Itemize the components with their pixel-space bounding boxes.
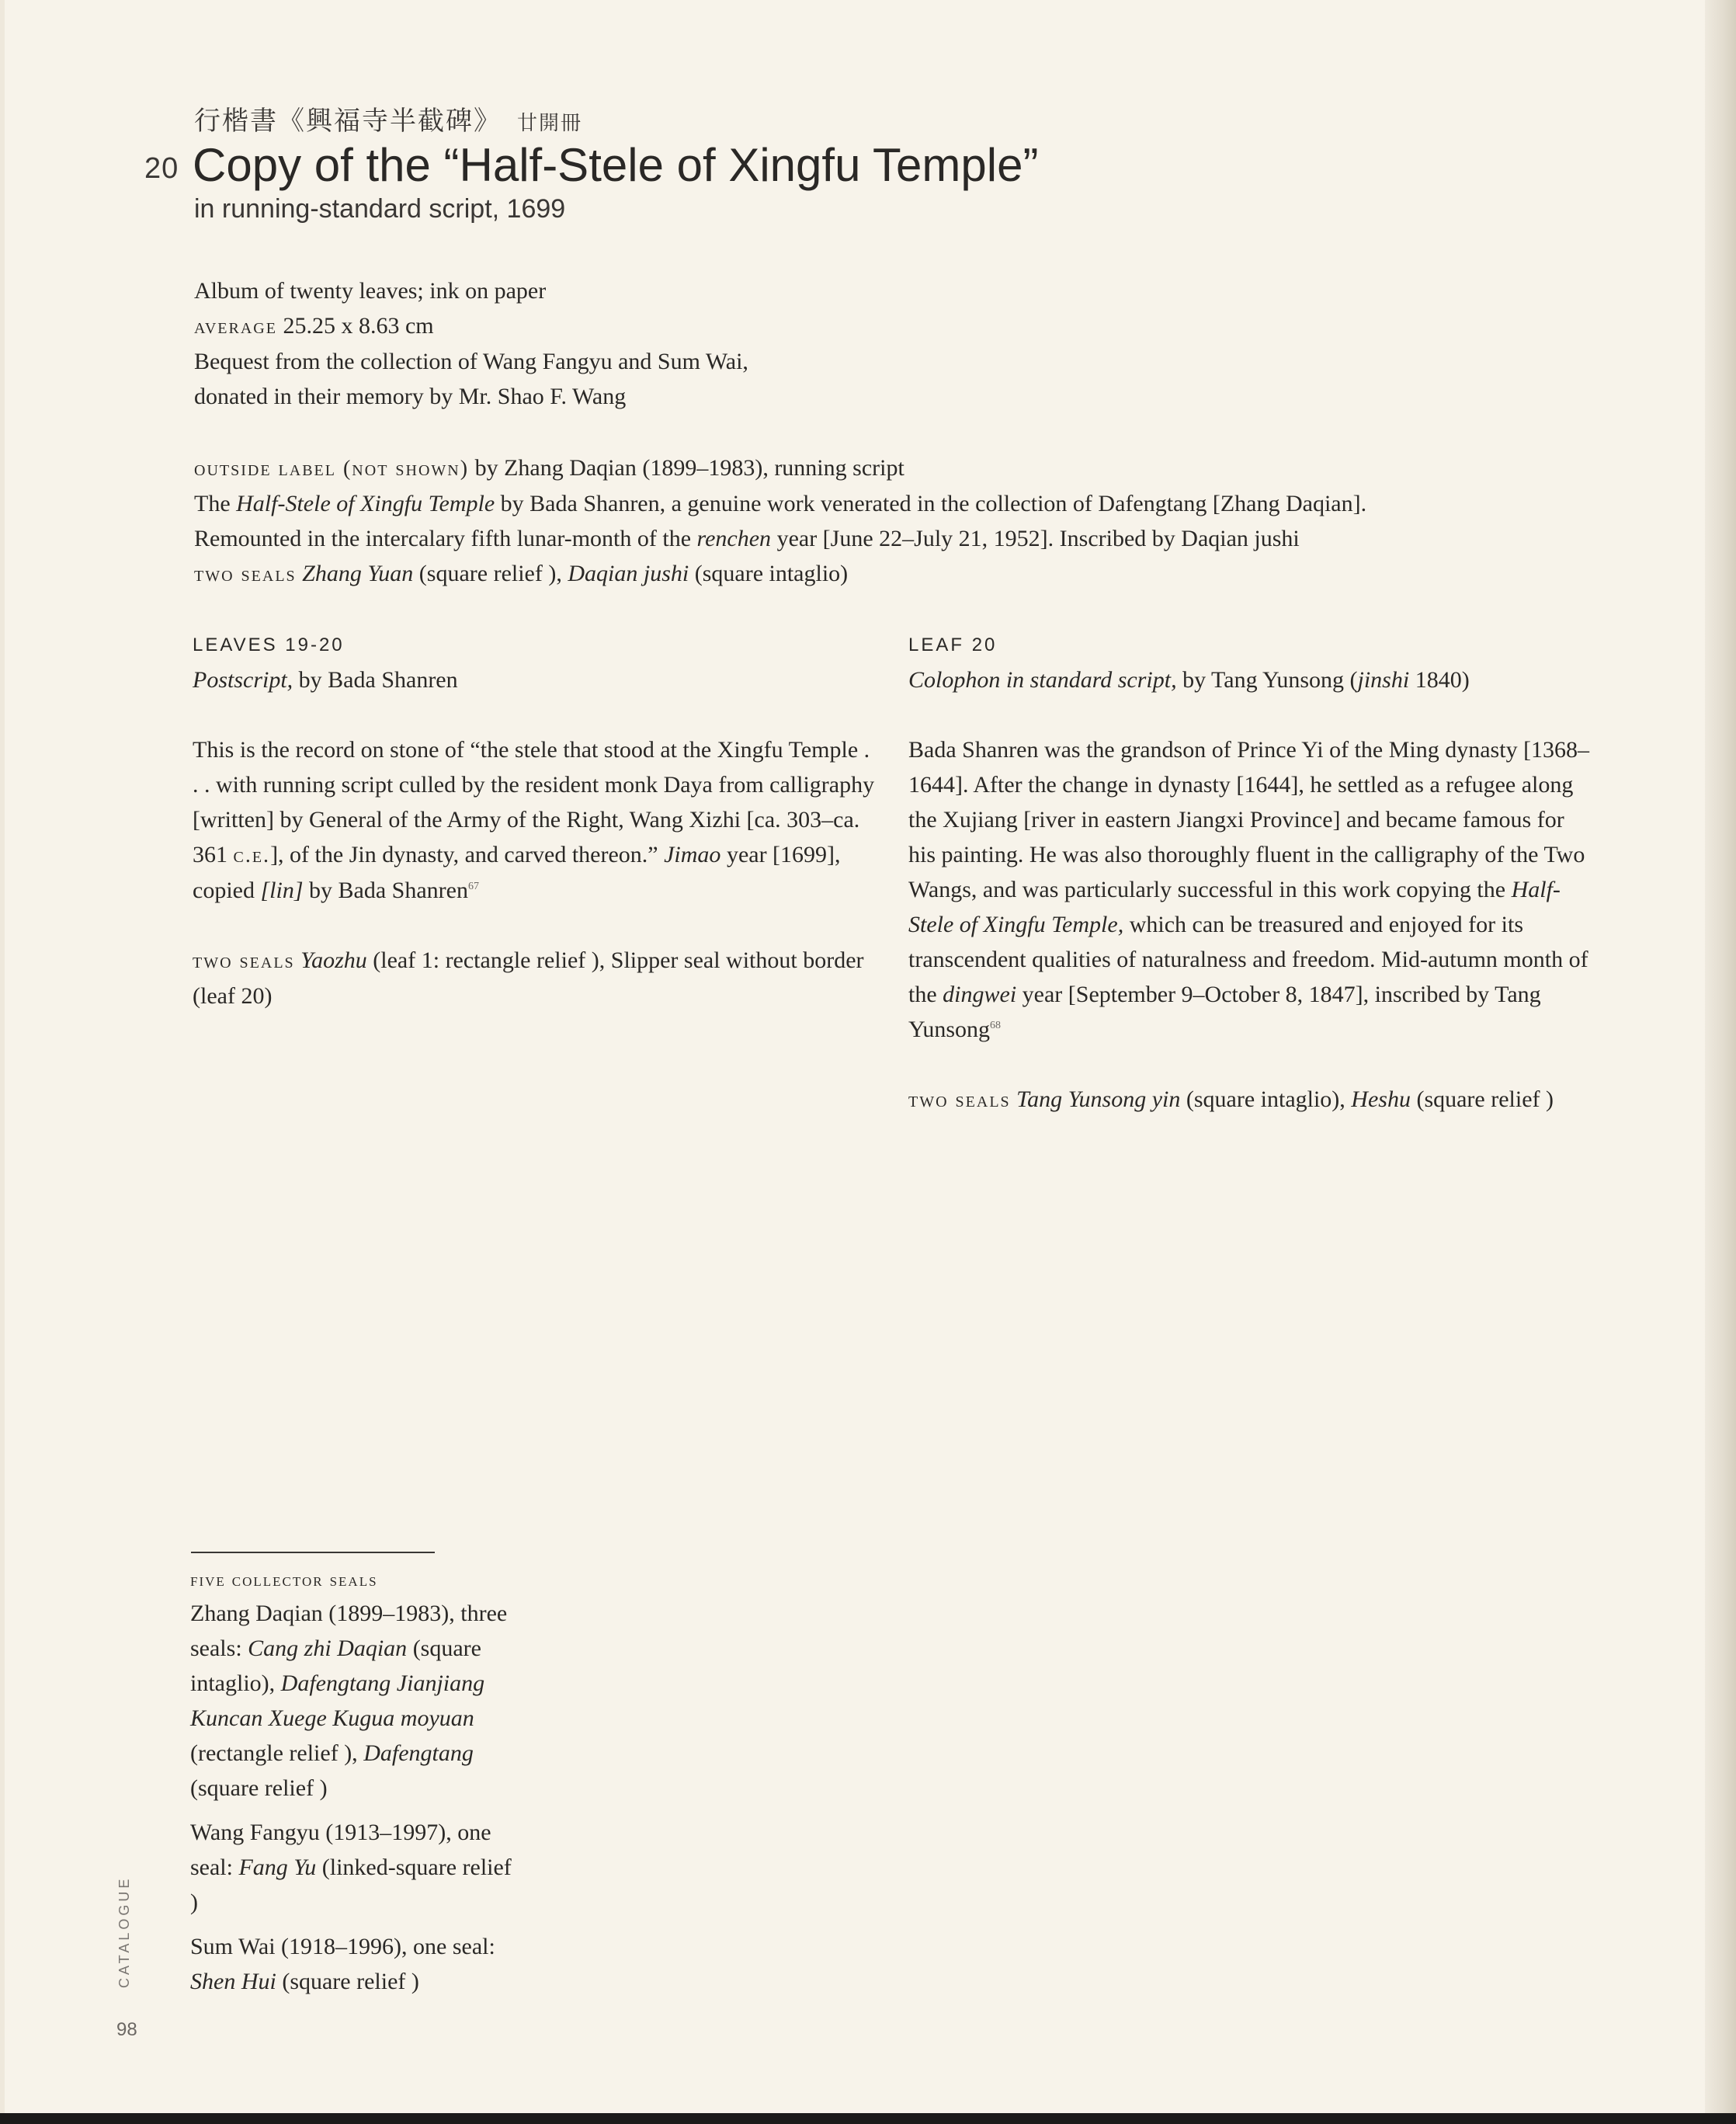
collector-item xyxy=(190,1929,516,1999)
seal-type: (square relief ), xyxy=(413,561,568,586)
left-column xyxy=(193,627,876,1013)
page-title: Copy of the “Half-Stele of Xingfu Temple” xyxy=(193,139,1039,191)
spacer xyxy=(908,697,1592,732)
collector-seals-heading: five collector seals xyxy=(190,1570,378,1590)
seal-name: Cang zhi Daqian xyxy=(248,1636,408,1661)
seals-label: two seals xyxy=(193,949,295,973)
seals-label: two seals xyxy=(194,562,297,586)
spacer xyxy=(908,1047,1592,1082)
seal-type: (square intaglio), xyxy=(1180,1086,1352,1112)
bottom-edge-bar xyxy=(0,2113,1736,2124)
right-seals xyxy=(908,1082,1592,1118)
credit-line-1: Bequest from the collection of Wang Fangyu and Sum Wai, xyxy=(194,349,748,374)
term: jinshi xyxy=(1357,667,1410,693)
left-column-heading: LEAVES 19-20 xyxy=(193,634,345,655)
seal-type: (leaf 1: rectangle relief ), Slipper seal without border (leaf 20) xyxy=(193,947,864,1009)
footnote-ref: 68 xyxy=(990,1020,1002,1031)
spacer xyxy=(193,908,876,943)
dimensions xyxy=(194,308,1514,344)
term: renchen xyxy=(696,526,772,551)
object-metadata xyxy=(194,273,1514,414)
text-span: year [June 22–July 21, 1952]. Inscribed by Daqian jushi xyxy=(771,526,1300,551)
seal-name: Shen Hui xyxy=(190,1969,276,1994)
outside-label-heading: outside label (not shown) xyxy=(194,457,470,481)
text-span: (square intaglio), xyxy=(190,1636,481,1696)
page-number: 98 xyxy=(116,2019,137,2040)
spacer xyxy=(193,697,876,732)
credit-line-2: donated in their memory by Mr. Shao F. Wang xyxy=(194,384,627,409)
term: dingwei xyxy=(943,982,1017,1007)
dimensions-value: 25.25 x 8.63 cm xyxy=(283,313,434,339)
seal-type: (square intaglio) xyxy=(689,561,849,586)
section-label: CATALOGUE xyxy=(116,1875,132,1988)
seals-label: two seals xyxy=(908,1088,1011,1112)
text-span: (linked-square relief ) xyxy=(190,1855,512,1915)
text-span: Zhang Daqian (1899–1983), three seals: xyxy=(190,1601,508,1661)
entry-number: 20 xyxy=(144,152,179,185)
text-span: (rectangle relief ), xyxy=(190,1740,364,1766)
text-span: (square relief ) xyxy=(190,1775,328,1801)
collector-seals-divider xyxy=(191,1552,435,1553)
chinese-format: 廿開冊 xyxy=(517,112,583,135)
left-seals xyxy=(193,943,876,1013)
collector-item xyxy=(190,1815,516,1920)
chinese-title-text: 行楷書《興福寺半截碑》 xyxy=(194,106,502,137)
term: [lin] xyxy=(260,878,304,903)
outside-label-section xyxy=(194,450,1553,592)
outside-label-line2 xyxy=(194,486,1553,521)
text-span: year [1699], copied xyxy=(193,842,841,903)
seal-name: Heshu xyxy=(1351,1086,1411,1112)
seal-name: Yaozhu xyxy=(300,947,367,973)
seal-name: Tang Yunsong yin xyxy=(1016,1086,1181,1112)
subheading-rest: by Bada Shanren xyxy=(293,667,458,693)
chinese-title xyxy=(194,99,582,137)
outside-label-intro: by Zhang Daqian (1899–1983), running script xyxy=(469,455,904,481)
subheading-title: Postscript, xyxy=(193,667,293,693)
term: Jimao xyxy=(664,842,721,867)
seal-type: (square relief ) xyxy=(1410,1086,1554,1112)
left-column-subheading xyxy=(193,662,876,697)
text-span: year [September 9–October 8, 1847], inscribed by Tang Yunsong xyxy=(908,982,1541,1042)
subheading-title: Colophon in standard script, xyxy=(908,667,1177,693)
outside-label-line3 xyxy=(194,521,1553,556)
medium: Album of twenty leaves; ink on paper xyxy=(194,278,547,304)
footnote-ref: 67 xyxy=(467,881,479,892)
text-span: by Bada Shanren, a genuine work venerated in the collection of Dafengtang [Zhang Daqian]. xyxy=(495,491,1367,516)
text-span: Wang Fangyu (1913–1997), one seal: xyxy=(190,1820,491,1880)
outside-label-line1 xyxy=(194,450,1553,486)
page-edge-right xyxy=(1705,0,1736,2124)
seal-name: Dafengtang Jianjiang Kuncan Xuege Kugua moyuan xyxy=(190,1670,485,1731)
text-span: ], of the Jin dynasty, and carved thereon.” xyxy=(270,842,665,867)
page-subtitle: in running-standard script, 1699 xyxy=(194,194,566,224)
text-span: which can be treasured and enjoyed for its transcendent qualities of naturalness and freedom. Mid-autumn month of the xyxy=(908,912,1588,1007)
text-span: The xyxy=(194,491,237,516)
collector-item xyxy=(190,1596,516,1806)
text-span: Bada Shanren was the grandson of Prince Yi of the Ming dynasty [1368–1644]. After the change in dynasty [1644], he settled as a refugee along the Xujiang [river in eastern Jiangxi Province] and became famous for his painting. He was also thoroughly fluent in the calligraphy of the Two Wangs, and was particularly successful in this work copying the xyxy=(908,737,1590,902)
seal-name: Dafengtang xyxy=(363,1740,474,1766)
left-paragraph xyxy=(193,732,876,908)
collector-seals-section xyxy=(190,1565,516,2008)
text-span: (square relief ) xyxy=(276,1969,419,1994)
right-column-subheading xyxy=(908,662,1592,697)
seal-name: Daqian jushi xyxy=(568,561,689,586)
seal-name: Fang Yu xyxy=(238,1855,317,1880)
page-edge-left xyxy=(0,0,5,2124)
text-span: Sum Wai (1918–1996), one seal: xyxy=(190,1934,495,1959)
subheading-end: 1840) xyxy=(1409,667,1470,693)
right-paragraph xyxy=(908,732,1592,1047)
right-column xyxy=(908,627,1592,1118)
text-span: This is the record on stone of “the stele that stood at the Xingfu Temple . . . with running script culled by the resident monk Daya from calligraphy [written] by General of the Army of the Right, Wang Xizhi [ca. 303–ca. 361 xyxy=(193,737,875,867)
seal-name: Zhang Yuan xyxy=(302,561,414,586)
outside-label-seals xyxy=(194,556,1553,592)
text-span: by Bada Shanren xyxy=(303,878,468,903)
dimensions-label: average xyxy=(194,315,277,339)
subheading-rest: by Tang Yunsong ( xyxy=(1176,667,1358,693)
right-column-heading: LEAF 20 xyxy=(908,634,998,655)
era-abbrev: c.e. xyxy=(233,843,271,867)
work-title: Half-Stele of Xingfu Temple xyxy=(236,491,495,516)
work-title: Half-Stele of Xingfu Temple, xyxy=(908,877,1561,937)
text-span: Remounted in the intercalary fifth lunar-month of the xyxy=(194,526,697,551)
